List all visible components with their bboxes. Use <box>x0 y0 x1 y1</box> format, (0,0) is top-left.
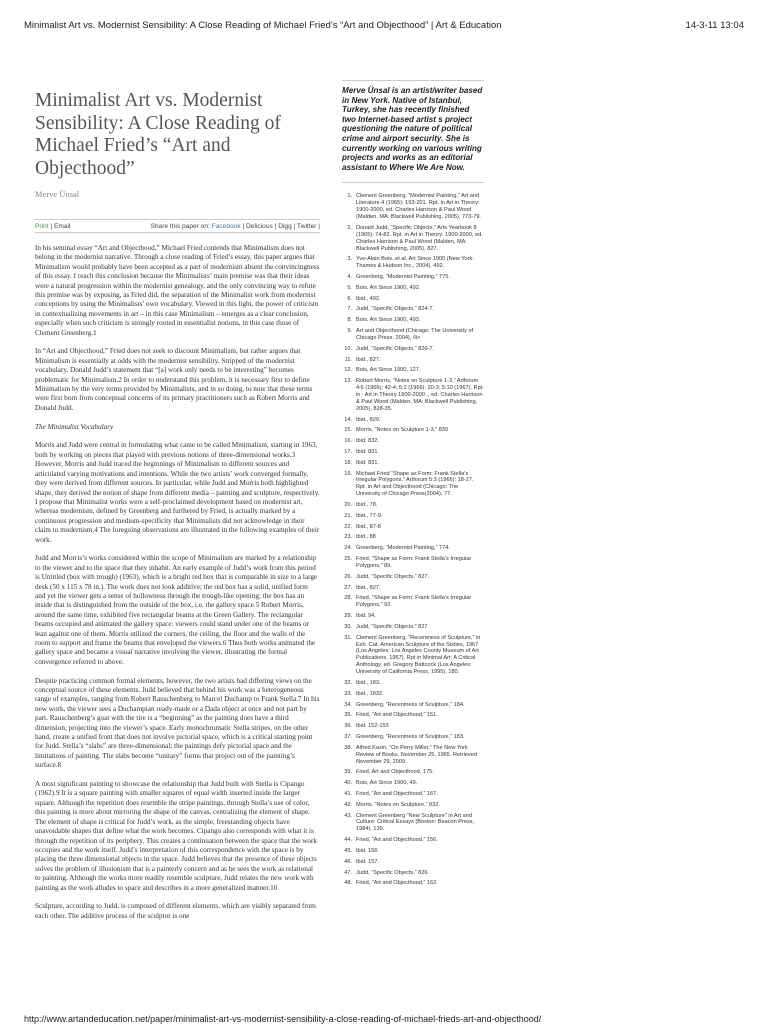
footnote-item <box>342 502 484 509</box>
footnote-item <box>342 306 484 313</box>
footnote-item <box>342 225 484 253</box>
footnote-text: Judd, “Specific Objects,” 827. <box>356 573 430 580</box>
footnote-item <box>342 534 484 541</box>
footnote-text: Ibid., 78. <box>356 502 378 509</box>
footnote-number: 13. <box>344 378 352 385</box>
footnote-item <box>342 471 484 499</box>
footnote-number: 31. <box>344 634 352 641</box>
footnote-item <box>342 802 484 809</box>
email-link[interactable]: Email <box>53 223 71 230</box>
footnote-number: 6. <box>347 295 352 302</box>
footnote-item <box>342 712 484 719</box>
footnote-item <box>342 317 484 324</box>
footnote-text: Clement Greenberg, “Recentness of Sculpture,” in Exh. Cat. American Sculpture of the Sixties, 1967 (Los Angeles: Los Angeles County Museum of Art Publications, 1967). Rpt in Minimal Art: A Critical Anthology, ed. Gregory Battcock (Los Angeles: University of California Press, 1995), 180. <box>356 634 481 676</box>
footnote-number: 16. <box>344 438 352 445</box>
footnote-text: Ibid., 827. <box>356 584 381 591</box>
footnote-text: Greenberg, “Recentness of Sculpture,” 184. <box>356 701 465 708</box>
footnote-item <box>342 574 484 581</box>
author-bio: Merve Ünsal is an artist/writer based in New York. Native of Istanbul, Turkey, she has recently finished two Internet-based artist s project questioning the nature of political crime and airport security. She is currently working on various writing projects and works as an editorial assistant to Where We Are Now. <box>342 86 483 172</box>
footnote-item <box>342 367 484 374</box>
body-paragraph: A most significant painting to showcase the relationship that Judd built with Stella is Cipango (1962).9 It is a square painting with smaller squares of equal width inserted inside the larger square. Although the repetition does resemble the stripe paintings, through Stella’s use of color, this painting is more about mirroring the shape of the canvas, centralizing the element of shape. The element of shape is critical for Judd’s work, as the simple, freestanding objects have unavoidable shapes that define what the work becomes. Cipango also corresponds with what it is through the repetition of its periphery. This creates a continuation between the space that the work occupies and the work itself. Judd’s interpretation of this correspondence with the space is by placing the three dimensional objects in the space. Judd believes that the presence of these objects solves the problem of illusionism that is a painterly concern and as he sees the work as relational to painting. Although the works more readily resemble sculpture, Judd relates the new work with painting as the work alludes to space and describes in a more generalized manner.10 <box>35 780 318 892</box>
footnote-text: Fried, “Shape as Form: Frank Stella’s Irregular Polygons,” 92. <box>356 595 472 609</box>
footnote-item <box>342 556 484 570</box>
footnote-text: Fried, “Art and Objecthood,” 167. <box>356 790 438 797</box>
footnote-text: Greenberg, “Recentness of Sculpture,” 183. <box>356 733 465 740</box>
footnote-text: Robert Morris, “Notes on Sculpture 1-3,” Artforum 4:6 (1966): 42-4; 5:2 (1966): 20-3; 5:10 (1967). Rpt. in : Art in Theory 1900-2000 ., ed. Charles Harrison & Paul Wood (Malden, MA: Blackwell Publishing, 2005), 828-35. <box>356 378 484 412</box>
footnote-text: Greenberg, “Modernist Painting,” 774. <box>356 545 450 552</box>
footnote-number: 42. <box>344 801 352 808</box>
footnote-number: 21. <box>344 512 352 519</box>
footnote-item <box>342 524 484 531</box>
share-bar <box>35 219 320 233</box>
footnote-item <box>342 791 484 798</box>
footnote-number: 33. <box>344 690 352 697</box>
footnote-number: 35. <box>344 712 352 719</box>
footnote-item <box>342 378 484 413</box>
footnote-text: Ibid., 492. <box>356 295 381 302</box>
footnote-item <box>342 813 484 834</box>
footnote-item <box>342 285 484 292</box>
article-title: Minimalist Art vs. Modernist Sensibility: A Close Reading of Michael Fried’s “Art and Objecthood” <box>35 90 281 179</box>
footnote-number: 3. <box>347 256 352 263</box>
footnote-item <box>342 848 484 855</box>
footnote-number: 9. <box>347 328 352 335</box>
footnote-item <box>342 734 484 741</box>
body-paragraph: Judd and Morris’s works considered within the scope of Minimalism are marked by a relationship to the viewer and to the space that they inhabit. An early example of Judd’s work from this period is Untitled (box with trough) (1963), which is a bright red box that is comparable in size to a large desk (50 x 115 x 78 in.). The work does not look additive; the red box has a solid, unified form and yet the viewer gets a sense of hollowness through the trough-like opening; the box has an inside that is distinguished from the outside of the box, i.e. the gallery space.5 Robert Morris, around the same time, exhibited five rectangular beams at the Green Gallery. The rectangular beams occupied and animated the gallery space: viewers could stand under one of the beams or lean against one of them. Morris utilized the corners, the ceiling, the floor and the walls of the room to support and frame the beams that enveloped the viewers.6 Thus both works animated the gallery space and became a visual narrative involving the viewer, illustrating the formal convergence referred to above. <box>35 554 318 666</box>
share-delicious-link[interactable]: Delicious <box>246 223 273 230</box>
footnote-number: 36. <box>344 723 352 730</box>
footnote-item <box>342 859 484 866</box>
footnote-text: Bois, Art Since 1900, 493. <box>356 317 421 324</box>
footnote-number: 7. <box>347 306 352 313</box>
footnote-text: Ibid. 156 <box>356 847 378 854</box>
footnote-number: 19. <box>344 470 352 477</box>
footnote-item <box>342 680 484 687</box>
footnote-item <box>342 449 484 456</box>
footnote-number: 10. <box>344 345 352 352</box>
footnote-item <box>342 427 484 434</box>
footnote-number: 46. <box>344 858 352 865</box>
footnote-text: Alfred Kazin, “On Perry Miller,” The New York Review of Books, November 25, 1965. Retrieved November 29, 2009 . <box>356 744 477 765</box>
share-digg-link[interactable]: Digg <box>278 223 292 230</box>
footnote-text: Morris, “Notes on Sculpture 1-3,” 830 <box>356 427 449 434</box>
footnote-item <box>342 880 484 887</box>
footnote-number: 41. <box>344 790 352 797</box>
footnote-number: 47. <box>344 869 352 876</box>
footnote-number: 4. <box>347 274 352 281</box>
print-email-links: Print | Email <box>35 223 71 230</box>
footnote-number: 1. <box>347 193 352 200</box>
footnote-number: 26. <box>344 573 352 580</box>
article-body <box>35 244 320 921</box>
footnote-text: Bois, Art Since 1900, 127. <box>356 367 421 374</box>
footnote-number: 48. <box>344 880 352 887</box>
footnote-text: Ibid., 829. <box>356 416 381 423</box>
footnote-number: 22. <box>344 523 352 530</box>
footnote-text: Clement Greenberg, “Modernist Painting,” Art and Literature 4 (1965): 193-201. Rpt. in Art in Theory: 1900-2000, ed. Charles Harrison & Paul Wood (Malden, MA: Blackwell Publishing, 2005), 773-79. <box>356 193 481 221</box>
share-twitter-link[interactable]: Twitter <box>297 223 317 230</box>
footnote-number: 27. <box>344 584 352 591</box>
footnote-item <box>342 357 484 364</box>
footnote-number: 25. <box>344 556 352 563</box>
footnote-item <box>342 870 484 877</box>
body-paragraph: In his seminal essay “Art and Objecthood,” Michael Fried contends that Minimalism does not belong in the modernist narrative. Through a close reading of Fried’s essay, this paper argues that Minimalism would probably have been accepted as a part of modernism absent the convincingness of this essay. I reach this conclusion because the Minimalists’ main premise was that their ideas were a natural progression within the modernist genealogy, and the only convincing way to refute this premise was by exposing, as Fried did, the separation of the Minimalist work from modernist conceptions by using the Minimalists’ own vocabulary. Viewed in this light, the power of criticism in contextualizing movements in art – in this case Minimalism – emerges as a clear conclusion, especially when such criticism is strongly rooted in essentialist notions, in this case those of Clement Greenberg.1 <box>35 244 320 337</box>
footnote-number: 17. <box>344 448 352 455</box>
footnote-number: 18. <box>344 459 352 466</box>
footnote-item <box>342 624 484 631</box>
footnote-number: 14. <box>344 416 352 423</box>
body-paragraph: Morris and Judd were central in formulating what came to be called Minimalism, starting in 1963, both by working on pieces that played with previous notions of three-dimensional works.3 However, Morris and Judd traced the beginnings of Minimalism to different sources and articulated varying motivations and intentions. While the two artists’ work converged formally, they were derived from different sources. In particular, while Judd and Morris both highlighted shape, they derived the notion of shape from different media – painting and sculpture, respectively. I propose that Minimalist works were a self-proclaimed development based on modernist art, whereas modernism, defined by Greenberg and furthered by Fried, is actually marked by a continuous progression and medium-specificity that Minimalists did not acknowledge in their claim to modernism.4 The foregoing observations are illustrated in the following examples of their work. <box>35 441 320 544</box>
footnote-text: Ibid. 157. <box>356 858 380 865</box>
article-column <box>35 90 320 931</box>
footnote-item <box>342 328 484 342</box>
footnote-text: Ibid., 827. <box>356 356 381 363</box>
footnote-text: Greenberg, “Modernist Painting,” 775. <box>356 274 450 281</box>
print-datetime: 14-3-11 13:04 <box>685 20 744 31</box>
footnote-number: 28. <box>344 595 352 602</box>
footnote-text: Ibid., 183. <box>356 679 381 686</box>
print-header <box>24 20 744 34</box>
footnote-item <box>342 769 484 776</box>
footnote-number: 20. <box>344 502 352 509</box>
body-paragraph: In “Art and Objecthood,” Fried does not seek to discount Minimalism, but rather argues that Minimalism is essentially at odds with the modernist sensibility. Stripped of the modernist vocabulary, Donald Judd’s statement that “[a] work only needs to be interesting” becomes problematic for Minimalism.2 In order to understand this problem, it is necessary first to define Minimalism by the very terms provided by Minimalists, and in so doing, to note that these terms were first born from conceptual concerns of its primary practitioners such as Robert Morris and Donald Judd. <box>35 347 313 412</box>
footnote-number: 38. <box>344 744 352 751</box>
footnote-number: 37. <box>344 733 352 740</box>
footnote-number: 39. <box>344 769 352 776</box>
footnote-item <box>342 274 484 281</box>
footnote-item <box>342 296 484 303</box>
section-heading: The Minimalist Vocabulary <box>35 422 114 431</box>
footnote-item <box>342 417 484 424</box>
footnote-text: Judd, “Specific Objects,” 827 <box>356 623 428 630</box>
footnote-item <box>342 745 484 766</box>
footnotes-list <box>342 193 484 887</box>
footnote-text: Donald Judd, “Specific Objects,” Arts Yearbook 8 (1965): 74-82. Rpt. in Art in Theory: 1900-2000, ed. Charles Harrison & Paul Wood (Malden, MA: Blackwell Publishing, 2005), 827. <box>356 224 483 252</box>
body-paragraph: Sculpture, according to Judd, is composed of different elements, which are visibly separated from each other. The additive process of the sculptor is one <box>35 902 316 920</box>
footnote-number: 40. <box>344 780 352 787</box>
article-author: Merve Ünsal <box>35 189 80 199</box>
footnote-item <box>342 545 484 552</box>
footnote-text: Clement Greenberg “New Sculpture” in Art and Culture: Critical Essays (Boston: Beacon Press, 1984), 139. <box>356 812 475 833</box>
footnote-item <box>342 438 484 445</box>
print-footer-url: http://www.artandeducation.net/paper/minimalist-art-vs-modernist-sensibility-a-close-reading-of-michael-frieds-art-and-objecthood/ <box>24 1014 542 1024</box>
footnote-number: 12. <box>344 367 352 374</box>
footnote-number: 34. <box>344 701 352 708</box>
footnote-text: Ibid., 88 <box>356 534 376 541</box>
footnote-number: 43. <box>344 812 352 819</box>
print-link[interactable]: Print <box>35 223 49 230</box>
footnote-text: Judd, “Specific Objects,” 824-7. <box>356 306 435 313</box>
body-paragraph: Despite practicing common formal elements, however, the two artists had differing views on the conceptual source of these elements. Judd believed that behind his work was a heterogeneous range of examples, ranging from Robert Rauschenberg to Marcel Duchamp to Frank Stella.7 In his new work, the viewer sees a Duchampian ready-made or a Dada object at once and not part by part. Rauschenberg’s goat with the tire is a “beginning” as the painting does have a third dimension, projecting into the viewer’s space. Early monochromatic Stella stripes, on the other hand, create a unified front that does not involve pictorial space, which is a critical starting point for Judd. Stella’s “slabs” are three-dimensional; the paintings defy pictorial space and the limitations of painting. The slabs become “unitary” forms that project out of the painting’s surface.8 <box>35 676 320 770</box>
footnote-number: 32. <box>344 679 352 686</box>
footnote-number: 45. <box>344 847 352 854</box>
sidebar-column <box>342 80 484 891</box>
footnote-text: Yve-Alain Bois, et al. Art Since 1900 (New York: Thames & Hudson Inc., 2004), 492. <box>356 256 474 270</box>
footnote-item <box>342 460 484 467</box>
footnote-text: Fried, Art and Objecthood, 175. <box>356 769 434 776</box>
footnote-item <box>342 702 484 709</box>
divider <box>342 80 484 81</box>
footnote-number: 11. <box>344 356 352 363</box>
footnote-text: Bois, Art Since 1900, 492. <box>356 284 421 291</box>
footnote-item <box>342 193 484 221</box>
footnote-text: Judd, “Specific Objects,” 826. <box>356 869 430 876</box>
footnote-text: Judd, “Specific Objects,” 826-7. <box>356 345 435 352</box>
footnote-text: Ibid., 87-8 <box>356 523 381 530</box>
footnote-text: Michael Fried “Shape as Form: Frank Stella’s Irregular Polygons,” Artforum 5:3 (1966): 18-27. Rpt. in Art and Objecthood (Chicago: The University of Chicago Press(2004), 77. <box>356 470 474 498</box>
share-links: Share this paper on: Facebook | Delicious | Digg | Twitter | <box>150 223 320 230</box>
footnote-text: Bois, Art Since 1900, 49. <box>356 780 418 787</box>
footnote-text: Ibid. 831. <box>356 459 380 466</box>
footnote-item <box>342 613 484 620</box>
footnote-number: 2. <box>347 224 352 231</box>
footnote-text: Morris, “Notes on Sculpture,” 832. <box>356 801 440 808</box>
footnote-item <box>342 723 484 730</box>
footnote-item <box>342 780 484 787</box>
footnote-item <box>342 513 484 520</box>
footnote-text: Ibid., 1832. <box>356 690 384 697</box>
footnote-text: Art and Objecthood (Chicago: The University of Chicago Press, 2004), /li> <box>356 328 474 341</box>
footnote-text: Fried, “Art and Objecthood,” 156. <box>356 837 438 844</box>
footnote-text: Ibid. 831. <box>356 448 380 455</box>
footnote-number: 44. <box>344 837 352 844</box>
footnote-text: Fried, “Shape as Form: Frank Stella’s Irregular Polygons,” 89. <box>356 556 472 569</box>
footnote-number: 8. <box>347 317 352 324</box>
share-facebook-link[interactable]: Facebook <box>211 223 241 230</box>
footnote-item <box>342 837 484 844</box>
footnote-text: Ibid. 94. <box>356 613 376 620</box>
print-page-title: Minimalist Art vs. Modernist Sensibility: A Close Reading of Michael Fried’s “Art and Objecthood” | Art & Education <box>24 20 502 31</box>
footnote-item <box>342 256 484 270</box>
divider <box>342 182 484 183</box>
footnote-text: Ibid. 152-153 <box>356 723 389 730</box>
footnote-text: Ibid., 77-9. <box>356 512 383 519</box>
footnote-item <box>342 346 484 353</box>
footnote-number: 30. <box>344 623 352 630</box>
footnote-number: 29. <box>344 613 352 620</box>
footnote-number: 24. <box>344 545 352 552</box>
footnote-text: Fried, “Art and Objecthood,” 151. <box>356 712 438 719</box>
footnote-text: Ibid. 832. <box>356 438 380 445</box>
footnote-item <box>342 635 484 676</box>
footnote-number: 5. <box>347 284 352 291</box>
footnote-text: Fried, “Art and Objecthood,” 162. <box>356 880 438 887</box>
footnote-number: 23. <box>344 534 352 541</box>
footnote-number: 15. <box>344 427 352 434</box>
footnote-item <box>342 595 484 609</box>
footnote-item <box>342 585 484 592</box>
footnote-item <box>342 691 484 698</box>
